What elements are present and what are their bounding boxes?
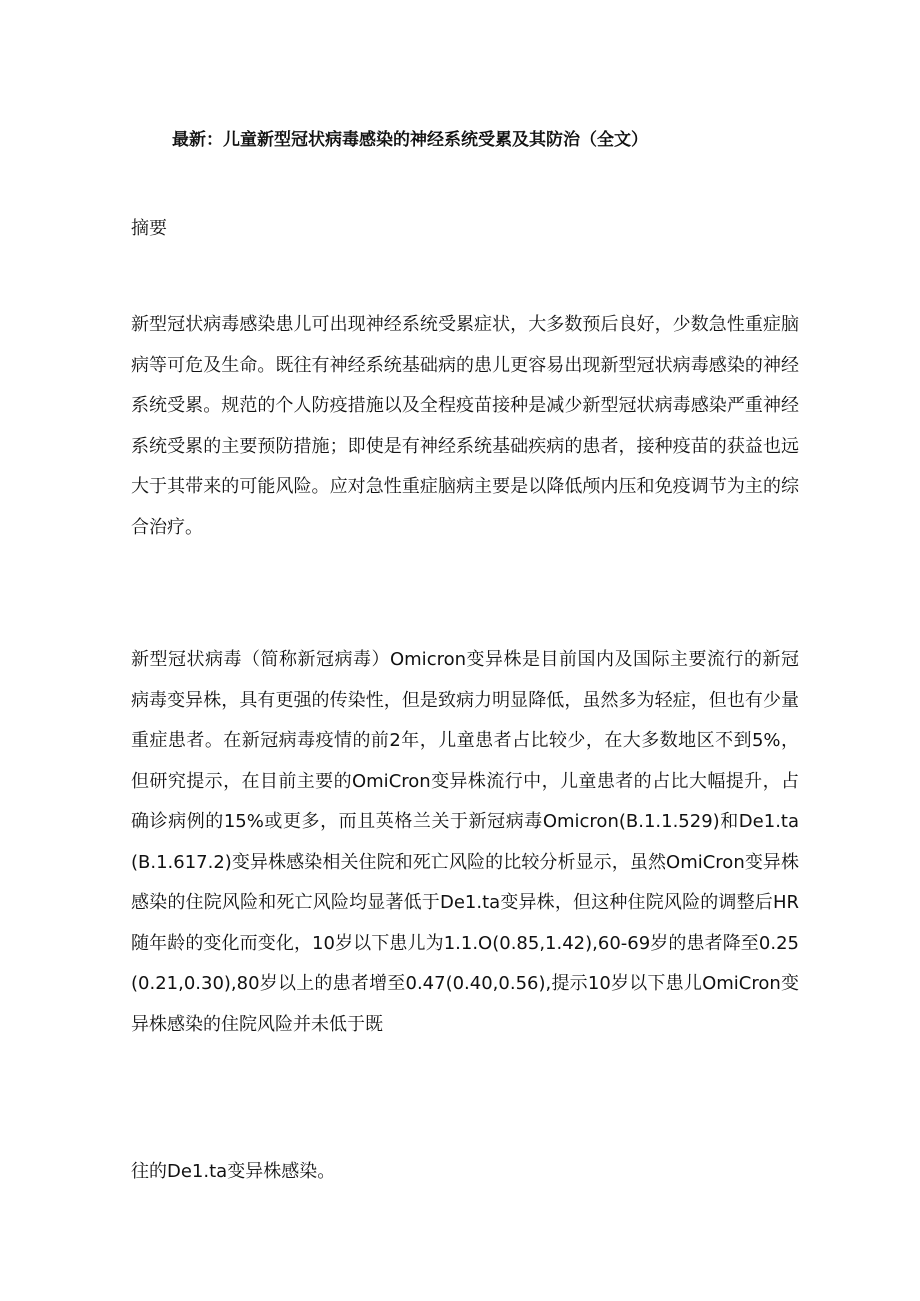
body-paragraph: 新型冠状病毒（简称新冠病毒）Omicron变异株是目前国内及国际主要流行的新冠病毒变异株，具有更强的传染性，但是致病力明显降低，虽然多为轻症，但也有少量重症患者。在新冠病毒疫情的前2年，儿童患者占比较少，在大多数地区不到5%，但研究提示，在目前主要的OmiCron变异株流行中，儿童患者的占比大幅提升，占确诊病例的15%或更多，而且英格兰关于新冠病毒Omicron(B.1.1.529)和De1.ta(B.1.617.2)变异株感染相关住院和死亡风险的比较分析显示，虽然OmiCron变异株感染的住院风险和死亡风险均显著低于De1.ta变异株，但这种住院风险的调整后HR随年龄的变化而变化，10岁以下患儿为1.1.O(0.85,1.42),60-69岁的患者降至0.25(0.21,0.30),80岁以上的患者增至0.47(0.40,0.56),提示10岁以下患儿OmiCron变异株感染的住院风险并未低于既	[131, 649, 799, 1035]
section-heading-abstract: 摘要	[131, 218, 167, 239]
document-title: 最新：儿童新型冠状病毒感染的神经系统受累及其防治（全文）	[172, 130, 648, 150]
abstract-paragraph: 新型冠状病毒感染患儿可出现神经系统受累症状，大多数预后良好，少数急性重症脑病等可危及生命。既往有神经系统基础病的患儿更容易出现新型冠状病毒感染的神经系统受累。规范的个人防疫措施以及全程疫苗接种是减少新型冠状病毒感染严重神经系统受累的主要预防措施；即使是有神经系统基础疾病的患者，接种疫苗的获益也远大于其带来的可能风险。应对急性重症脑病主要是以降低颅内压和免疫调节为主的综合治疗。	[131, 314, 799, 538]
body-paragraph-continued: 往的De1.ta变异株感染。	[131, 1161, 336, 1182]
